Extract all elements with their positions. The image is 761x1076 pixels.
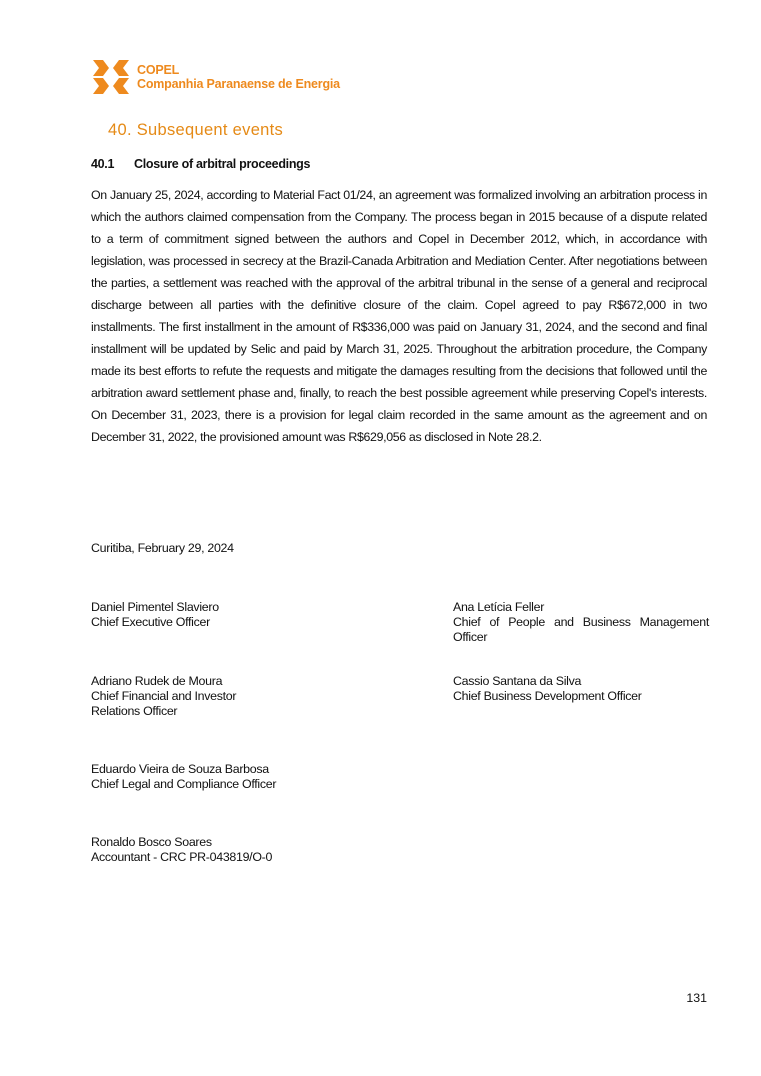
signatory-title: Chief Financial and Investor Relations Officer (91, 689, 237, 718)
place-date: Curitiba, February 29, 2024 (91, 541, 234, 555)
signatory (91, 674, 266, 719)
signatory-title: Chief Executive Officer (91, 615, 210, 629)
signatory-name: Cassio Santana da Silva (453, 674, 582, 688)
page-number: 131 (686, 991, 707, 1005)
copel-logo-icon (93, 60, 129, 94)
signatory-title: Chief of People and Business Management Officer (453, 615, 709, 644)
signatory-name: Daniel Pimentel Slaviero (91, 600, 219, 614)
signatory-title: Accountant - CRC PR-043819/O-0 (91, 850, 273, 864)
signatory-name: Ronaldo Bosco Soares (91, 835, 212, 849)
body-paragraph: On January 25, 2024, according to Material Fact 01/24, an agreement was formalized involving an arbitration process in which the authors claimed compensation from the Company. The process began in 2015 because of a dispute related to a term of commitment signed between the authors and Copel in December 2012, which, in accordance with legislation, was processed in secrecy at the Brazil-Canada Arbitration and Mediation Center. After negotiations between the parties, a settlement was reached with the approval of the arbitral tribunal in the sense of a general and reciprocal discharge between all parties with the definitive closure of the claim. Copel agreed to pay R$672,000 in two installments. The first installment in the amount of R$336,000 was paid on January 31, 2024, and the second and final installment will be updated by Selic and paid by March 31, 2025. Throughout the arbitration procedure, the Company made its best efforts to refute the requests and mitigate the damages resulting from the decisions that followed until the arbitration award settlement phase and, finally, to reach the best possible agreement while preserving Copel's interests. On December 31, 2023, there is a provision for legal claim recorded in the same amount as the agreement and on December 31, 2022, the provisioned amount was R$629,056 as disclosed in Note 28.2. (91, 188, 707, 444)
signatory (453, 674, 709, 704)
logo-line-2: Companhia Paranaense de Energia (137, 77, 340, 91)
subsection-heading (91, 157, 310, 171)
subsection-number: 40.1 (91, 157, 115, 171)
signatory-name: Adriano Rudek de Moura (91, 674, 223, 688)
signatory-name: Eduardo Vieira de Souza Barbosa (91, 762, 269, 776)
signatory (453, 600, 709, 645)
logo-line-1: COPEL (137, 63, 180, 77)
signatory (91, 762, 391, 792)
signatory-title: Chief Legal and Compliance Officer (91, 777, 277, 791)
subsection-title: Closure of arbitral proceedings (134, 157, 311, 171)
company-logo (93, 60, 340, 94)
signatory-title: Chief Business Development Officer (453, 689, 642, 703)
signatory (91, 600, 391, 630)
section-title: 40. Subsequent events (108, 121, 284, 139)
signatory-name: Ana Letícia Feller (453, 600, 545, 614)
signatory (91, 835, 391, 865)
